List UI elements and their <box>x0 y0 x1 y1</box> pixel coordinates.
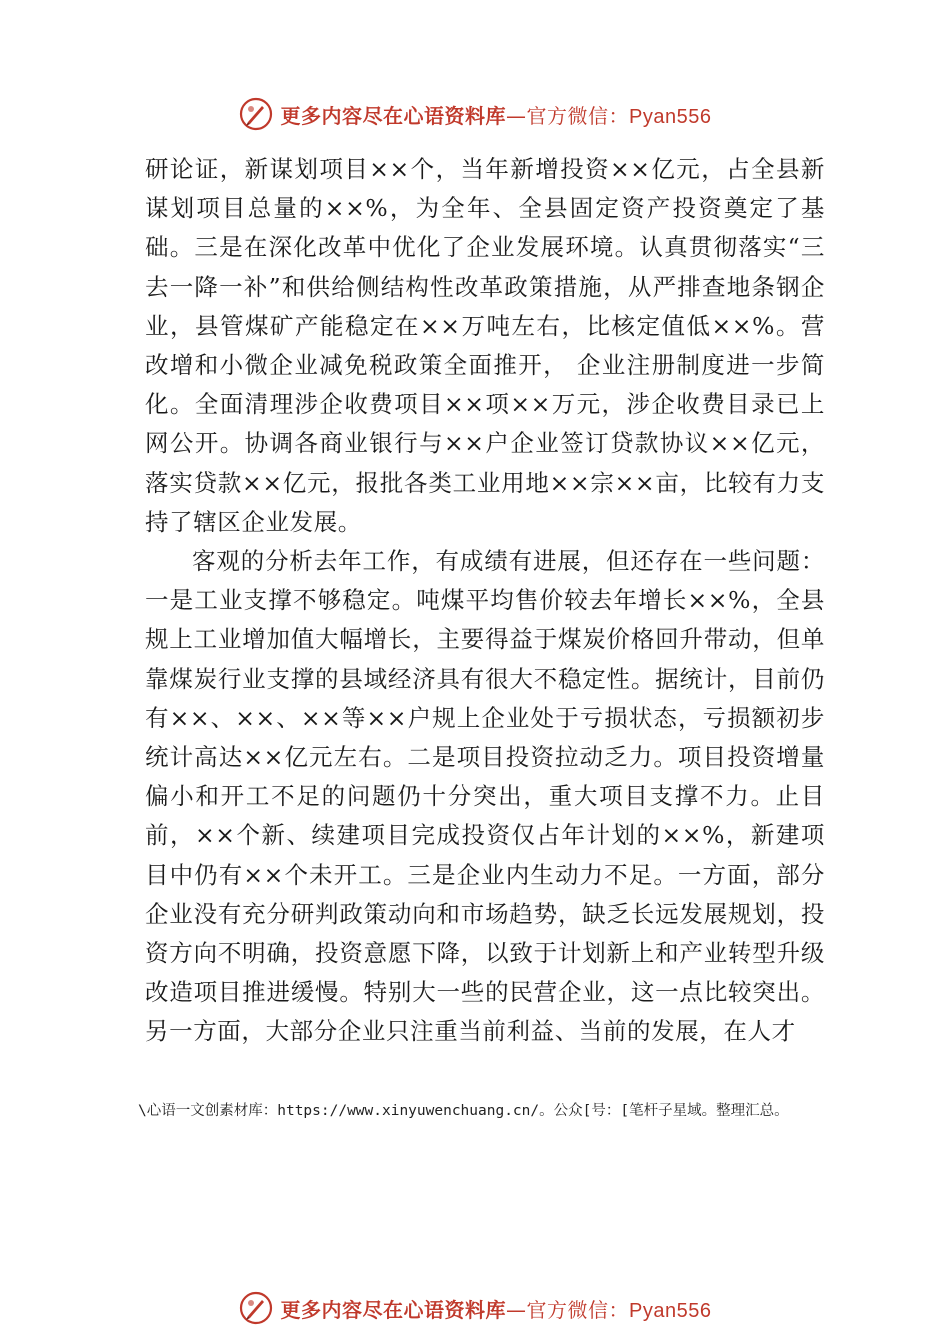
header-banner-text <box>281 100 712 129</box>
quill-pen-icon <box>239 1291 273 1325</box>
source-footnote: \心语一文创素材库：https://www.xinyuwenchuang.cn/。公众[号：[笔杆子星域。整理汇总。 <box>138 1103 789 1119</box>
footer-banner <box>0 1290 950 1326</box>
brand-name: 更多内容尽在心语资料库 <box>280 1297 507 1322</box>
wechat-id: Pyan556 <box>629 1299 712 1322</box>
wechat-label: 官方微信： <box>526 1297 630 1322</box>
footer-banner-text <box>281 1294 712 1323</box>
document-body <box>145 150 825 1052</box>
quill-pen-icon <box>239 97 273 131</box>
separator: — <box>506 1297 527 1322</box>
header-banner <box>0 96 950 132</box>
separator: — <box>506 103 527 128</box>
paragraph-continued: 研论证，新谋划项目××个，当年新增投资××亿元，占全县新谋划项目总量的××%，为全年、全县固定资产投资奠定了基础。三是在深化改革中优化了企业发展环境。认真贯彻落实“三去一降一补”和供给侧结构性改革政策措施，从严排查地条钢企业，县管煤矿产能稳定在××万吨左右，比核定值低××%。营改增和小微企业减免税政策全面推开， 企业注册制度进一步简化。全面清理涉企收费项目××项××万元，涉企收费目录已上网公开。协调各商业银行与××户企业签订贷款协议××亿元，落实贷款××亿元，报批各类工业用地××宗××亩，比较有力支持了辖区企业发展。 <box>145 155 825 536</box>
brand-name: 更多内容尽在心语资料库 <box>280 103 507 128</box>
wechat-id: Pyan556 <box>629 105 712 128</box>
paragraph-problems: 客观的分析去年工作，有成绩有进展，但还存在一些问题：一是工业支撑不够稳定。吨煤平均售价较去年增长××%，全县规上工业增加值大幅增长，主要得益于煤炭价格回升带动，但单靠煤炭行业支撑的县域经济具有很大不稳定性。据统计，目前仍有××、××、××等××户规上企业处于亏损状态，亏损额初步统计高达××亿元左右。二是项目投资拉动乏力。项目投资增量偏小和开工不足的问题仍十分突出，重大项目支撑不力。止目前，××个新、续建项目完成投资仅占年计划的××%，新建项目中仍有××个未开工。三是企业内生动力不足。一方面，部分企业没有充分研判政策动向和市场趋势，缺乏长远发展规划，投资方向不明确，投资意愿下降，以致于计划新上和产业转型升级改造项目推进缓慢。特别大一些的民营企业，这一点比较突出。另一方面，大部分企业只注重当前利益、当前的发展，在人才 <box>145 547 825 1046</box>
wechat-label: 官方微信： <box>526 103 630 128</box>
